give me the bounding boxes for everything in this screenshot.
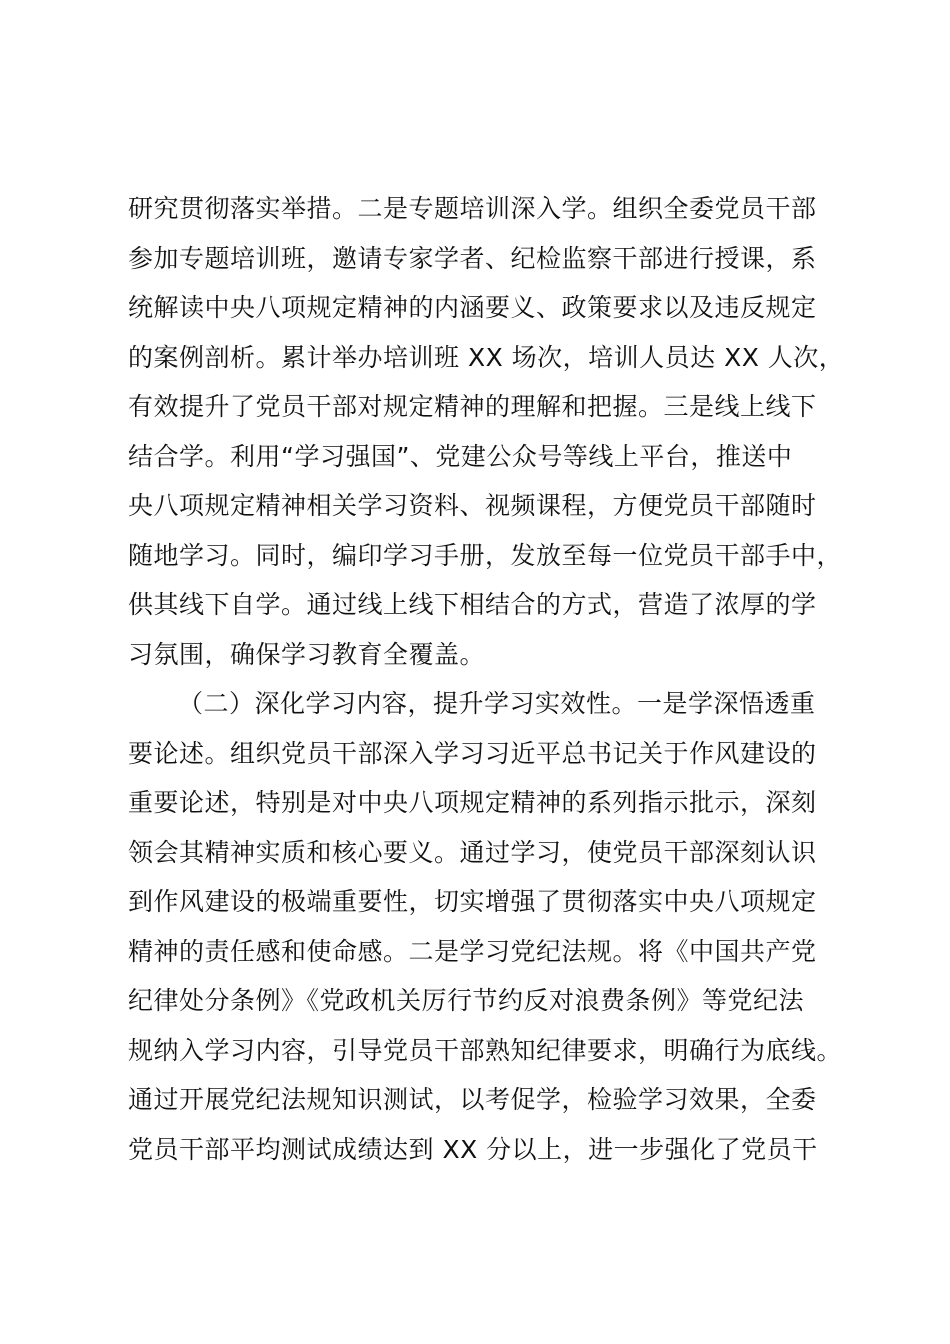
text-line: 领会其精神实质和核心要义。通过学习，使党员干部深刻认识 [128,837,817,867]
text-line: 参加专题培训班，邀请专家学者、纪检监察干部进行授课，系 [128,243,817,273]
text-line: 结合学。利用“学习强国”、党建公众号等线上平台，推送中 [128,441,793,471]
text-line: 的案例剖析。累计举办培训班 XX 场次，培训人员达 XX 人次， [128,342,845,372]
text-line: 央八项规定精神相关学习资料、视频课程，方便党员干部随时 [128,491,817,520]
text-line: 习氛围，确保学习教育全覆盖。 [128,639,486,669]
text-line: 规纳入学习内容，引导党员干部熟知纪律要求，明确行为底线。 [128,1035,843,1065]
text-line: 党员干部平均测试成绩达到 XX 分以上，进一步强化了党员干 [128,1134,818,1164]
text-line: 要论述。组织党员干部深入学习习近平总书记关于作风建设的 [128,738,817,768]
text-line: （二）深化学习内容，提升学习实效性。一是学深悟透重 [178,689,816,718]
text-line: 通过开展党纪法规知识测试，以考促学，检验学习效果，全委 [128,1085,817,1114]
text-line: 供其线下自学。通过线上线下相结合的方式，营造了浓厚的学 [128,590,817,619]
text-line: 重要论述，特别是对中央八项规定精神的系列指示批示，深刻 [128,788,817,817]
text-line: 统解读中央八项规定精神的内涵要义、政策要求以及违反规定 [128,293,817,322]
text-line: 纪律处分条例》《党政机关厉行节约反对浪费条例》等党纪法 [128,986,805,1015]
paragraph-2 [128,679,843,1174]
document-body [128,184,845,1174]
text-line: 到作风建设的极端重要性，切实增强了贯彻落实中央八项规定 [128,887,817,916]
text-line: 有效提升了党员干部对规定精神的理解和把握。三是线上线下 [128,392,817,421]
paragraph-1 [128,184,845,679]
text-line: 随地学习。同时，编印学习手册，发放至每一位党员干部手中， [128,540,843,570]
text-line: 研究贯彻落实举措。二是专题培训深入学。组织全委党员干部 [128,194,817,223]
text-line: 精神的责任感和使命感。二是学习党纪法规。将《中国共产党 [128,936,817,966]
